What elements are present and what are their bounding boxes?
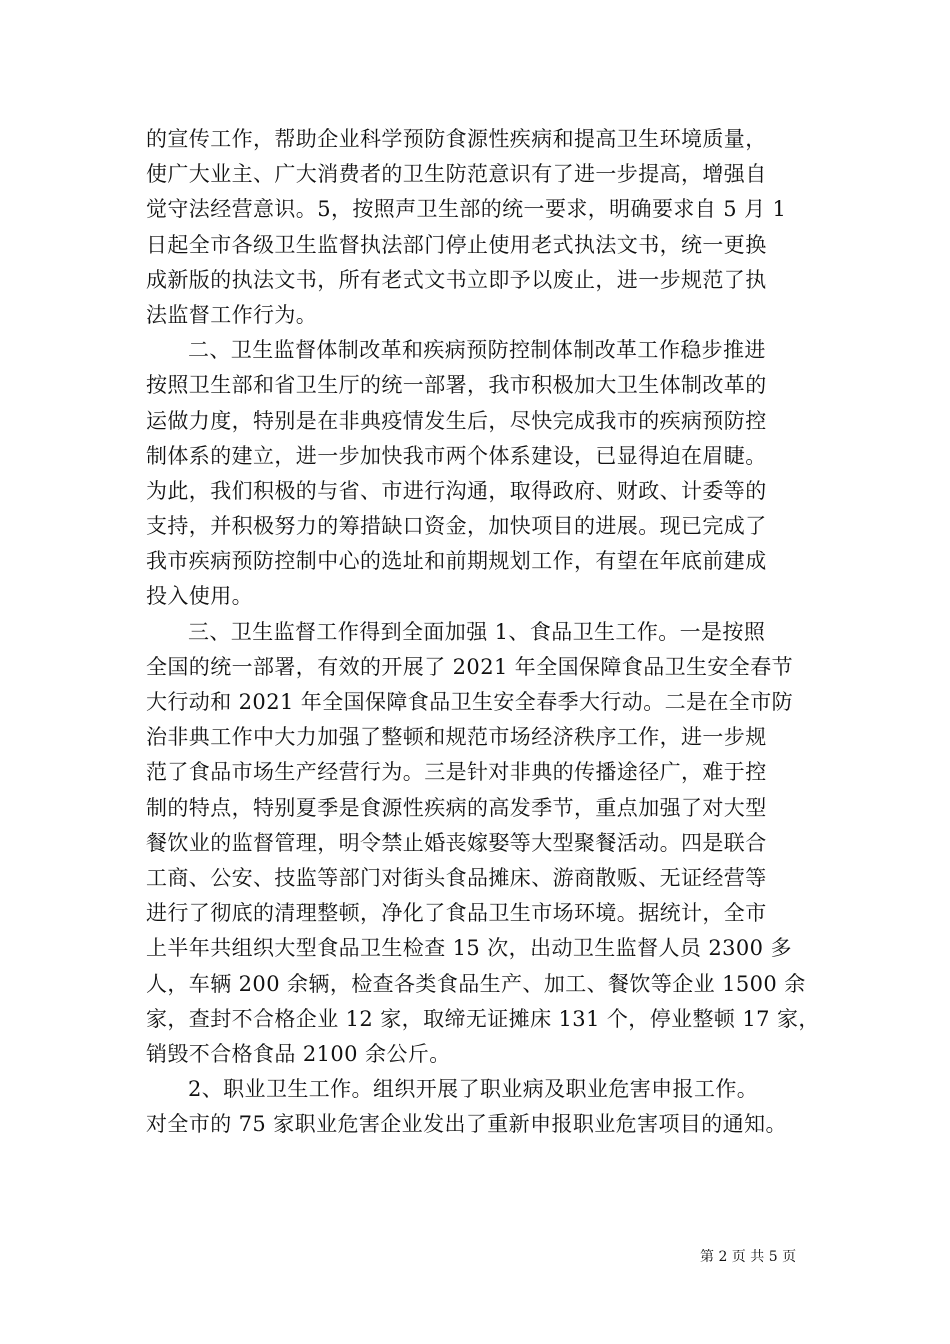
text-line: 销毁不合格食品 2100 余公斤。 [146,1041,451,1066]
page-number: 第 2 页 共 5 页 [700,1249,797,1265]
text-line: 法监督工作行为。 [146,302,318,327]
text-line: 上半年共组织大型食品卫生检查 15 次，出动卫生监督人员 2300 多 [146,936,792,961]
text-line: 范了食品市场生产经营行为。三是针对非典的传播途径广，难于控 [146,760,767,785]
text-line: 人，车辆 200 余辆，检查各类食品生产、加工、餐饮等企业 1500 余 [146,971,806,996]
text-line: 治非典工作中大力加强了整顿和规范市场经济秩序工作，进一步规 [146,725,767,750]
text-line: 工商、公安、技监等部门对街头食品摊床、游商散贩、无证经营等 [146,865,767,890]
text-line: 餐饮业的监督管理，明令禁止婚丧嫁娶等大型聚餐活动。四是联合 [146,830,767,855]
text-line: 制体系的建立，进一步加快我市两个体系建设，已显得迫在眉睫。 [146,443,767,468]
text-line: 觉守法经营意识。5，按照声卫生部的统一要求，明确要求自 5 月 1 [146,197,787,222]
text-line: 的宣传工作，帮助企业科学预防食源性疾病和提高卫生环境质量， [146,127,767,151]
text-line: 为此，我们积极的与省、市进行沟通，取得政府、财政、计委等的 [146,478,767,503]
text-line: 进行了彻底的清理整顿，净化了食品卫生市场环境。据统计，全市 [146,901,767,926]
text-line: 对全市的 75 家职业危害企业发出了重新申报职业危害项目的通知。 [146,1112,787,1137]
text-line: 大行动和 2021 年全国保障食品卫生安全春季大行动。二是在全市防 [146,690,793,714]
section-heading-line: 二、卫生监督体制改革和疾病预防控制体制改革工作稳步推进 [188,338,766,363]
text-line: 使广大业主、广大消费者的卫生防范意识有了进一步提高，增强自 [146,162,767,187]
text-line: 全国的统一部署，有效的开展了 2021 年全国保障食品卫生安全春节 [146,654,793,679]
text-line: 支持，并积极努力的筹措缺口资金，加快项目的进展。现已完成了 [146,514,767,539]
document-body [146,122,820,1142]
section-heading-line: 三、卫生监督工作得到全面加强 1、食品卫生工作。一是按照 [188,619,766,644]
text-line: 制的特点，特别夏季是食源性疾病的高发季节，重点加强了对大型 [146,795,767,820]
text-line: 按照卫生部和省卫生厅的统一部署，我市积极加大卫生体制改革的 [146,373,767,398]
text-line: 运做力度，特别是在非典疫情发生后，尽快完成我市的疾病预防控 [146,408,767,433]
text-line: 成新版的执法文书，所有老式文书立即予以废止，进一步规范了执 [146,267,767,292]
text-line: 日起全市各级卫生监督执法部门停止使用老式执法文书，统一更换 [146,232,767,257]
text-line: 家，查封不合格企业 12 家，取缔无证摊床 131 个，停业整顿 17 家， [146,1006,820,1031]
paragraph-start-line: 2、职业卫生工作。组织开展了职业病及职业危害申报工作。 [188,1077,759,1102]
text-line: 我市疾病预防控制中心的选址和前期规划工作，有望在年底前建成 [146,549,767,574]
text-line: 投入使用。 [146,584,253,609]
